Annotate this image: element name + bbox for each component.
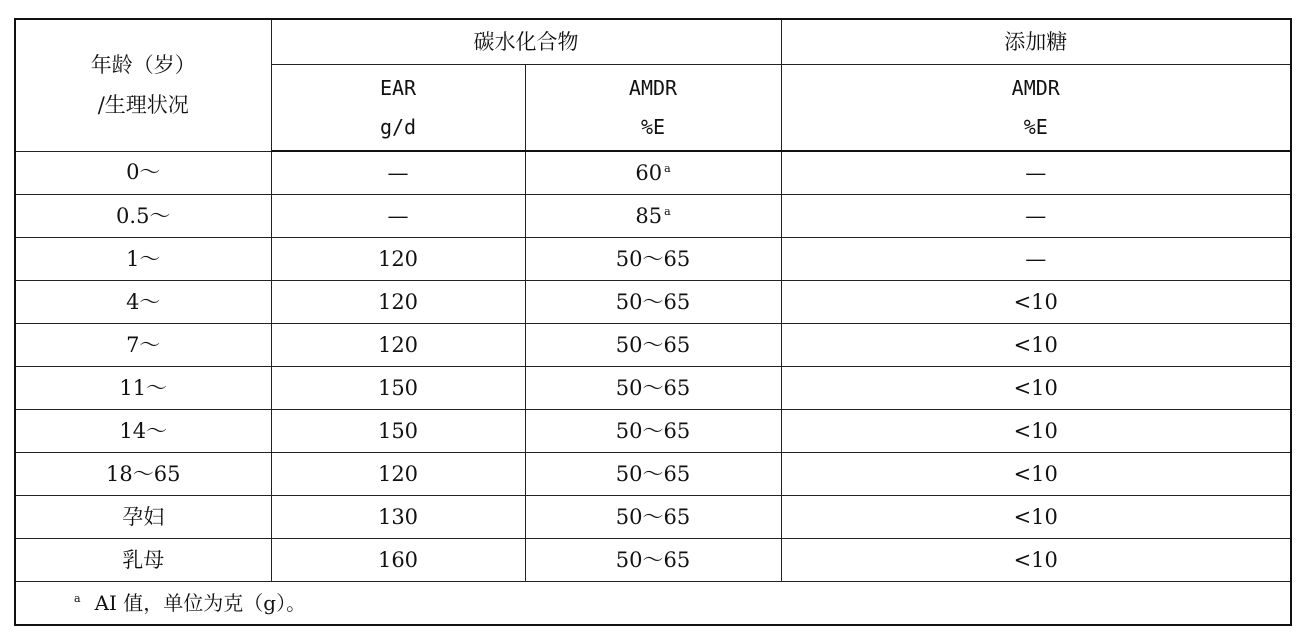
amdr-cell (525, 281, 781, 324)
ear-cell-value: 120 (377, 289, 419, 314)
amdr-cell (525, 410, 781, 453)
age-cell-value: 7～ (126, 332, 161, 357)
ear-cell (271, 453, 525, 496)
nutrient-table-container (14, 18, 1290, 620)
added-sugar-cell (781, 539, 1291, 582)
added-sugar-cell-value: — (1025, 203, 1047, 228)
added-sugar-cell (781, 496, 1291, 539)
footnote-marker: a (664, 204, 671, 218)
sugar-amdr-column-header (781, 65, 1291, 152)
carbohydrate-reference-table (14, 18, 1292, 626)
amdr-column-header (525, 65, 781, 152)
amdr-cell-value: 50～65 (615, 246, 691, 271)
amdr-cell-value: 50～65 (615, 332, 691, 357)
age-cell-value: 0.5～ (116, 203, 171, 228)
added-sugar-cell (781, 151, 1291, 195)
age-header-cell (15, 19, 271, 151)
added-sugar-cell-value: <10 (1013, 289, 1058, 314)
added-sugar-cell (781, 281, 1291, 324)
age-cell-value: 0～ (126, 160, 161, 185)
table-row (15, 238, 1291, 281)
amdr-unit: %E (640, 115, 666, 139)
ear-cell (271, 367, 525, 410)
amdr-cell-value: 50～65 (615, 461, 691, 486)
ear-cell (271, 281, 525, 324)
ear-cell (271, 539, 525, 582)
age-cell-value: 乳母 (122, 547, 165, 572)
added-sugar-cell (781, 453, 1291, 496)
ear-cell-value: 130 (377, 504, 419, 529)
ear-cell (271, 238, 525, 281)
amdr-cell (525, 238, 781, 281)
ear-cell (271, 410, 525, 453)
added-sugar-cell-value: <10 (1013, 461, 1058, 486)
ear-cell-value: — (387, 203, 409, 228)
age-cell (15, 281, 271, 324)
ear-cell (271, 496, 525, 539)
amdr-cell (525, 324, 781, 367)
age-cell (15, 195, 271, 238)
table-row (15, 496, 1291, 539)
ear-cell-value: 120 (377, 461, 419, 486)
footnote-marker: a (74, 592, 81, 605)
amdr-cell-value: 50～65 (615, 418, 691, 443)
age-cell-value: 孕妇 (122, 504, 165, 529)
ear-cell-value: 150 (377, 375, 419, 400)
amdr-cell (525, 367, 781, 410)
added-sugar-cell (781, 195, 1291, 238)
added-sugar-cell (781, 367, 1291, 410)
ear-cell-value: 150 (377, 418, 419, 443)
age-cell (15, 324, 271, 367)
ear-cell-value: — (387, 160, 409, 185)
amdr-cell-value: 85 (635, 203, 663, 228)
table-row (15, 367, 1291, 410)
added-sugar-cell-value: <10 (1013, 375, 1058, 400)
sugar-amdr-label: AMDR (1011, 76, 1060, 100)
age-cell-value: 11～ (119, 375, 168, 400)
table-row (15, 410, 1291, 453)
amdr-cell (525, 539, 781, 582)
amdr-cell-value: 60 (635, 160, 663, 185)
table-row (15, 539, 1291, 582)
amdr-label: AMDR (628, 76, 678, 100)
footnote-row (15, 582, 1291, 626)
added-sugar-cell-value: <10 (1013, 504, 1058, 529)
footnote-text: AI 值，单位为克（g）。 (94, 591, 307, 615)
ear-cell (271, 151, 525, 195)
age-cell (15, 453, 271, 496)
ear-cell (271, 324, 525, 367)
table-row (15, 151, 1291, 195)
table-row (15, 281, 1291, 324)
ear-label: EAR (379, 76, 417, 100)
added-sugar-cell-value: — (1025, 246, 1047, 271)
footnote-cell (15, 582, 1291, 626)
added-sugar-cell (781, 324, 1291, 367)
amdr-cell-value: 50～65 (615, 375, 691, 400)
amdr-cell (525, 496, 781, 539)
carbohydrate-group-header: 碳水化合物 (271, 19, 781, 65)
added-sugar-cell-value: — (1025, 160, 1047, 185)
age-header-line1: 年龄（岁） (90, 53, 196, 78)
ear-cell-value: 120 (377, 246, 419, 271)
ear-column-header (271, 65, 525, 152)
age-cell (15, 151, 271, 195)
age-cell-value: 14～ (119, 418, 168, 443)
age-cell (15, 238, 271, 281)
amdr-cell (525, 151, 781, 195)
age-cell-value: 4～ (126, 289, 161, 314)
age-cell-value: 18～65 (106, 461, 181, 486)
amdr-cell (525, 195, 781, 238)
amdr-cell-value: 50～65 (615, 504, 691, 529)
added-sugar-cell-value: <10 (1013, 547, 1058, 572)
table-row (15, 453, 1291, 496)
age-cell (15, 410, 271, 453)
added-sugar-cell-value: <10 (1013, 418, 1058, 443)
table-row (15, 324, 1291, 367)
age-cell (15, 496, 271, 539)
amdr-cell-value: 50～65 (615, 289, 691, 314)
ear-unit: g/d (379, 115, 417, 139)
age-cell-value: 1～ (126, 246, 161, 271)
added-sugar-cell (781, 238, 1291, 281)
added-sugar-cell-value: <10 (1013, 332, 1058, 357)
sugar-amdr-unit: %E (1023, 115, 1048, 139)
added-sugar-cell (781, 410, 1291, 453)
age-cell (15, 539, 271, 582)
ear-cell-value: 160 (377, 547, 419, 572)
age-header-line2: /生理状况 (97, 93, 189, 118)
table-row (15, 195, 1291, 238)
amdr-cell-value: 50～65 (615, 547, 691, 572)
added-sugar-group-header: 添加糖 (781, 19, 1291, 65)
footnote-marker: a (664, 161, 671, 175)
amdr-cell (525, 453, 781, 496)
ear-cell (271, 195, 525, 238)
age-cell (15, 367, 271, 410)
ear-cell-value: 120 (377, 332, 419, 357)
